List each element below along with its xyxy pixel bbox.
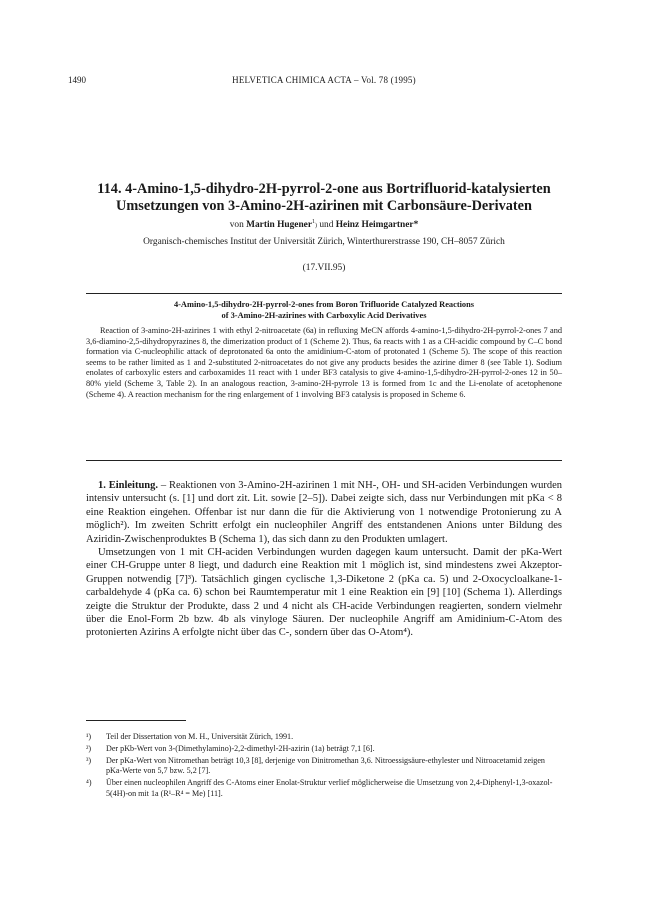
author-connector: und bbox=[319, 220, 334, 231]
page-number: 1490 bbox=[68, 75, 86, 85]
paragraph-2: Umsetzungen von 1 mit CH-aciden Verbindungen wurden dagegen kaum untersucht. Damit der pKa-Wert einer CH-Gruppe unter 8 liegt, und dadurch eine Reaktion mit 1 möglich ist, sind mindestens zwei Akzeptor-Gruppen notwendig [7]³). Tatsächlich gingen cyclische 1,3-Diketone 2 (pKa ca. 5) und 2-Oxocycloalkane-1-carbaldehyde 4 (pKa ca. 6) schon bei Raumtemperatur mit 1 eine Reaktion ein [9] [10] (Schema 1). Allerdings zeigte die Struktur der Produkte, dass 2 und 4 nicht als CH-acide Verbindungen reagierten, sondern vielmehr über die Enol-Form 2b bzw. 4b als vinyloge Säuren. Der nucleophile Angriff am Amidinium-C-Atom des protonierten Azirins A erfolgte nicht über das C-, sondern über das O-Atom⁴). bbox=[86, 547, 562, 639]
footnote bbox=[86, 756, 562, 778]
received-date: (17.VII.95) bbox=[302, 263, 346, 273]
footnote-text: Der pKb-Wert von 3-(Dimethylamino)-2,2-dimethyl-2H-azirin (1a) beträgt 7,1 [6]. bbox=[106, 743, 375, 753]
footnote-mark: ⁴) bbox=[86, 778, 92, 788]
running-head bbox=[68, 74, 580, 86]
footnote bbox=[86, 732, 562, 743]
abstract-text: Reaction of 3-amino-2H-azirines 1 with ethyl 2-nitroacetate (6a) in refluxing MeCN affords 4-amino-1,5-dihydro-2H-pyrrol-2-ones 7 and 3,6-diamino-2,5-dihydropyrazines 8, the dimerization product of 1 (Scheme 2). Thus, 6a reacts with 1 as a CH-acidic compound by C–C bond formation via C-nucleophilic attack of deprotonated 6a onto the amidinium-C-atom of protonated 1 (Scheme 5). The scope of this reaction seems to be rather limited as 1 and 2-substituted 2-nitroacetates do not give any products besides the azirine dimer 8 (see Table 1). Sodium enolates of carboxylic esters and carboxamides 11 react with 1 under BF3 catalysis to give 4-amino-1,5-dihydro-2H-pyrrol-2-ones 12 in 50–80% yield (Scheme 3, Table 2). In an analogous reaction, 3-amino-2H-pyrrole 13 is formed from 1c and the Li-enolate of acetophenone (Scheme 4). A reaction mechanism for the ring enlargement of 1 involving BF3 catalysis is proposed in Scheme 6. bbox=[86, 326, 562, 399]
body-text bbox=[86, 479, 562, 640]
footnote-text: Über einen nucleophilen Angriff des C-Atoms einer Enolat-Struktur verlief möglicherweise die Umsetzung von 2,4-Diphenyl-1,3-oxazol-5(4H)-on mit 1a (R¹–R⁴ = Me) [11]. bbox=[106, 778, 553, 798]
footnote bbox=[86, 744, 562, 755]
abstract-title-line-1: 4-Amino-1,5-dihydro-2H-pyrrol-2-ones from Boron Trifluoride Catalyzed Reactions bbox=[173, 300, 475, 309]
author-prefix: von bbox=[229, 220, 244, 231]
journal-title: HELVETICA CHIMICA ACTA – Vol. 78 (1995) bbox=[232, 75, 416, 85]
footnote bbox=[86, 778, 562, 800]
footnote-text: Teil der Dissertation von M. H., Universität Zürich, 1991. bbox=[106, 732, 294, 741]
footnote-mark: ³) bbox=[86, 755, 92, 765]
footnotes bbox=[86, 732, 562, 801]
abstract-top-rule bbox=[86, 293, 562, 294]
footnote-rule bbox=[86, 720, 186, 721]
section-heading: 1. Einleitung. bbox=[98, 480, 159, 491]
author-line: von Martin Hugener$^1$) und Heinz Heimgartner* bbox=[229, 219, 419, 231]
author-2: Heinz Heimgartner* bbox=[335, 220, 419, 231]
affiliation: Organisch-chemisches Institut der Universität Zürich, Winterthurerstrasse 190, CH–8057 Zürich bbox=[143, 237, 505, 247]
footnote-mark: ¹) bbox=[86, 732, 92, 741]
article-title bbox=[68, 181, 580, 215]
author-1: Martin Hugener bbox=[246, 220, 312, 231]
abstract-title bbox=[86, 299, 562, 321]
title-line-2: Umsetzungen von 3-Amino-2H-azirinen mit Carbonsäure-Derivaten bbox=[116, 198, 532, 214]
paragraph-1-text: – Reaktionen von 3-Amino-2H-azirinen 1 mit NH-, OH- und SH-aciden Verbindungen wurden intensiv untersucht (s. [1] und dort zit. Lit. sowie [2–5]). Dabei zeigte sich, dass nur Verbindungen mit pKa < 8 eine Reaktion eingehen. Offenbar ist nur dann die für die Aktivierung von 1 notwendige Protonierung zu A möglich²). Im zweiten Schritt erfolgt ein nucleophiler Angriff des entstandenen Anions unter Bildung des Aziridin-Zwischenproduktes B (Schema 1), das sich dann zu den Produkten umlagert. bbox=[86, 480, 562, 545]
footnote-mark: ²) bbox=[86, 743, 92, 753]
footnote-text: Der pKa-Wert von Nitromethan beträgt 10,3 [8], derjenige von Dinitromethan 3,6. Nitroessigsäure-ethylester und Nitroacetamid zeigen pKa-Werte von 5,7 bzw. 5,2 [7]. bbox=[106, 755, 545, 776]
paragraph-introduction bbox=[86, 479, 562, 546]
abstract-title-line-2: of 3-Amino-2H-azirines with Carboxylic Acid Derivatives bbox=[221, 311, 427, 320]
author-1-footnote-mark: 1 bbox=[312, 219, 315, 225]
title-line-1: 114. 4-Amino-1,5-dihydro-2H-pyrrol-2-one aus Bortrifluorid-katalysierten bbox=[97, 181, 551, 197]
abstract-bottom-rule bbox=[86, 460, 562, 461]
